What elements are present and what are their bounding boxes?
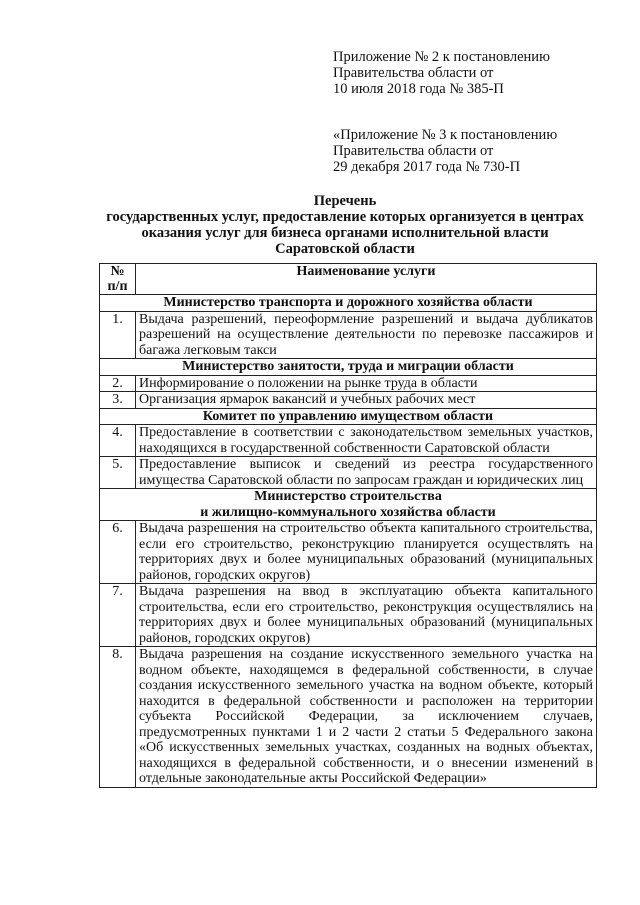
header-number [100,264,136,295]
section-row-transport [100,295,597,312]
table-row [100,392,597,409]
row-service-text: Выдача разрешения на создание искусственного земельного участка на водном объекте, находящемся в федеральной собственности, в случае создания искусственного земельного участка на водном объекте, который находится в федеральной собственности и расположен на территории субъекта Российской Федерации, за исключением случаев, предусмотренных пунктами 1 и 2 части 2 статьи 5 Федерального закона «Об искусственных земельных участках, созданных на водных объектах, находящихся в федеральной собственности, и о внесении изменений в отдельные законодательные акты Российской Федерации» [136,647,597,788]
section-title-construction-line-2: и жилищно-коммунального хозяйства области [200,504,496,520]
table-row [100,584,597,647]
row-number: 1. [100,311,136,359]
appendix-old-reference [333,127,557,175]
appendix-old-line-2: Правительства области от [333,143,494,159]
appendix-new-line-2: Правительства области от [333,65,494,81]
section-title-transport: Министерство транспорта и дорожного хозяйства области [100,295,597,312]
services-table [99,263,597,788]
row-number: 5. [100,457,136,489]
table-row [100,521,597,584]
row-service-text: Организация ярмарок вакансий и учебных рабочих мест [136,392,597,409]
header-number-line-1: № [110,264,125,279]
title-line-3: оказания услуг для бизнеса органами исполнительной власти [141,225,549,241]
table-row [100,647,597,788]
row-service-text: Информирование о положении на рынке труда в области [136,375,597,392]
table-row [100,457,597,489]
row-number: 4. [100,425,136,457]
row-service-text: Выдача разрешения на строительство объекта капитального строительства, если его строительство, реконструкцию планируется осуществлять на территориях двух и более муниципальных образований (муниципальных районов, городских округов) [136,521,597,584]
table-header-row [100,264,597,295]
appendix-new-line-1: Приложение № 2 к постановлению [333,49,550,65]
table-row [100,425,597,457]
table-row [100,311,597,359]
row-number: 8. [100,647,136,788]
row-service-text: Выдача разрешения на ввод в эксплуатацию объекта капитального строительства, если его строительство, реконструкция осуществлялись на территориях двух и более муниципальных образований (муниципальных районов, городских округов) [136,584,597,647]
row-service-text: Выдача разрешений, переоформление разрешений и выдача дубликатов разрешений на осуществление деятельности по перевозке пассажиров и багажа легковым такси [136,311,597,359]
row-service-text: Предоставление в соответствии с законодательством земельных участков, находящихся в государственной собственности Саратовской области [136,425,597,457]
section-row-construction [100,489,597,521]
row-number: 3. [100,392,136,409]
header-service-name: Наименование услуги [136,264,597,295]
title-line-4: Саратовской области [275,241,415,257]
appendix-new-reference [333,49,550,97]
header-number-line-2: п/п [107,279,128,294]
table-row [100,375,597,392]
title-line-1: Перечень [313,193,377,209]
appendix-old-line-3: 29 декабря 2017 года № 730-П [333,159,521,175]
appendix-new-line-3: 10 июля 2018 года № 385-П [333,81,504,97]
section-title-construction-line-1: Министерство строительства [254,489,442,504]
appendix-old-line-1: «Приложение № 3 к постановлению [333,127,558,143]
section-row-employment [100,359,597,376]
document-title [90,193,600,257]
title-line-2: государственных услуг, предоставление которых организуется в центрах [106,209,584,225]
section-row-property [100,408,597,425]
row-number: 6. [100,521,136,584]
row-service-text: Предоставление выписок и сведений из реестра государственного имущества Саратовской области по запросам граждан и юридических лиц [136,457,597,489]
section-title-employment: Министерство занятости, труда и миграции области [100,359,597,376]
section-title-property: Комитет по управлению имуществом области [100,408,597,425]
row-number: 7. [100,584,136,647]
section-title-construction [100,489,597,521]
row-number: 2. [100,375,136,392]
